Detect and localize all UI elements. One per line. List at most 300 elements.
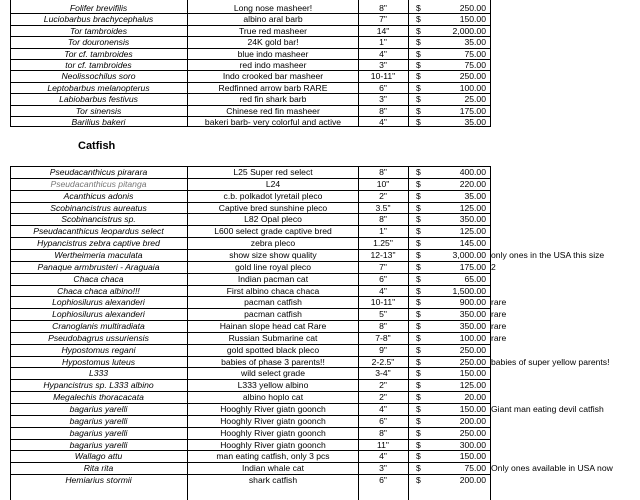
table-row	[0, 226, 640, 237]
grid-line	[10, 462, 490, 463]
price: 75.00	[464, 48, 486, 59]
note	[491, 475, 640, 486]
note	[491, 428, 640, 439]
table-row	[0, 380, 640, 391]
table-row	[0, 250, 640, 261]
currency-symbol: $	[416, 202, 421, 213]
currency-symbol: $	[416, 392, 421, 403]
table-row	[0, 262, 640, 273]
species-name: Tor douronensis	[67, 37, 130, 48]
note	[491, 226, 640, 237]
price: 250.00	[459, 427, 486, 438]
currency-symbol: $	[416, 439, 421, 450]
currency-symbol: $	[416, 25, 421, 36]
price: 75.00	[464, 60, 486, 70]
currency-symbol: $	[416, 178, 421, 189]
common-name: red indo masheer	[239, 60, 307, 70]
currency-symbol: $	[416, 475, 421, 486]
price: 125.00	[459, 202, 486, 213]
grid-line	[10, 427, 490, 428]
note	[491, 14, 640, 25]
table-row	[0, 3, 640, 14]
common-name: Captive bred sunshine pleco	[218, 202, 328, 213]
table-row	[0, 14, 640, 25]
grid-line	[10, 105, 490, 106]
common-name: man eating catfish, only 3 pcs	[216, 451, 330, 462]
note	[491, 416, 640, 427]
table-row	[0, 117, 640, 128]
grid-line	[10, 285, 490, 286]
price: 150.00	[459, 368, 486, 379]
table-row	[0, 463, 640, 474]
grid-line	[10, 237, 490, 238]
price: 200.00	[459, 415, 486, 426]
price: 400.00	[459, 167, 486, 177]
fish-size: 4"	[379, 285, 387, 296]
common-name: Hainan slope head cat Rare	[219, 321, 327, 332]
common-name: shark catfish	[248, 475, 298, 486]
species-name: bagarius yarelli	[69, 427, 128, 438]
grid-line	[10, 36, 490, 37]
table-row	[0, 357, 640, 368]
table-row	[0, 167, 640, 178]
note: rare	[491, 297, 507, 308]
fish-size: 8"	[379, 167, 387, 177]
grid-line	[10, 13, 490, 14]
grid-line	[10, 93, 490, 94]
grid-line	[10, 391, 490, 392]
table-row	[0, 26, 640, 37]
table-row	[0, 297, 640, 308]
species-name: bagarius yarelli	[69, 439, 128, 450]
common-name: Long nose masheer!	[233, 3, 313, 13]
table-row	[0, 274, 640, 285]
price: 150.00	[459, 14, 486, 25]
species-name: Scobinancistrus aureatus	[50, 202, 147, 213]
price: 220.00	[459, 178, 486, 189]
common-name: L24	[265, 178, 281, 189]
grid-line	[10, 450, 490, 451]
fish-size: 14"	[376, 25, 390, 36]
currency-symbol: $	[416, 190, 421, 201]
table-row	[0, 404, 640, 415]
price: 35.00	[464, 190, 486, 201]
grid-line	[10, 225, 490, 226]
currency-symbol: $	[416, 14, 421, 25]
currency-symbol: $	[416, 321, 421, 332]
species-name: Cranoglanis multiradiata	[52, 321, 145, 332]
grid-line	[10, 178, 490, 179]
species-name: L333	[88, 368, 109, 379]
fish-size: 8"	[379, 427, 387, 438]
fish-size: 1.25"	[373, 238, 393, 249]
price: 350.00	[459, 321, 486, 332]
grid-line	[10, 48, 490, 49]
price: 65.00	[464, 273, 486, 284]
common-name: gold spotted black pleco	[226, 344, 320, 355]
table-row	[0, 49, 640, 60]
common-name: wild select grade	[240, 368, 305, 379]
price: 250.00	[459, 344, 486, 355]
common-name: L333 yellow albino	[237, 380, 309, 391]
note	[491, 49, 640, 60]
fish-size: 4"	[379, 48, 387, 59]
table-row	[0, 428, 640, 439]
section-title-catfish: Catfish	[78, 140, 116, 152]
currency-symbol: $	[416, 71, 421, 82]
note	[491, 214, 640, 225]
grid-line	[10, 249, 490, 250]
note	[491, 179, 640, 190]
fish-size: 8"	[379, 321, 387, 332]
common-name: gold line royal pleco	[235, 261, 311, 272]
common-name: Russian Submarine cat	[228, 332, 318, 343]
common-name: First albino chaca chaca	[226, 285, 320, 296]
table-row	[0, 309, 640, 320]
common-name: Hooghly River giatn goonch	[220, 439, 326, 450]
fish-size: 3"	[379, 60, 387, 70]
fish-size: 2"	[379, 190, 387, 201]
species-name: bagarius yarelli	[69, 404, 128, 414]
note	[491, 83, 640, 94]
species-name: Hypancistrus zebra captive bred	[37, 238, 160, 249]
species-name: Rita rita	[83, 463, 114, 474]
species-name: Hypostomus regani	[61, 344, 136, 355]
common-name: L600 select grade captive bred	[214, 226, 332, 237]
grid-line	[10, 190, 490, 191]
species-name: Lophiosilurus alexanderi	[52, 297, 145, 308]
species-name: Chaca chaca albino!!!	[57, 285, 140, 296]
fish-size: 1"	[379, 226, 387, 237]
grid-line	[10, 70, 490, 71]
grid-line	[10, 202, 490, 203]
species-name: Folifer brevifilis	[69, 3, 128, 13]
note	[491, 274, 640, 285]
note	[491, 117, 640, 128]
common-name: Chinese red fin masheer	[226, 105, 320, 116]
grid-line	[10, 379, 490, 380]
note: rare	[491, 332, 507, 343]
common-name: L82 Opal pleco	[244, 214, 302, 225]
species-name: Megalechis thoracacata	[53, 392, 144, 403]
grid-line	[10, 116, 490, 117]
currency-symbol: $	[416, 380, 421, 391]
common-name: pacman catfish	[244, 297, 302, 308]
species-name: Barilius bakeri	[71, 117, 126, 127]
price: 75.00	[464, 463, 486, 474]
price: 125.00	[459, 380, 486, 391]
grid-line	[10, 403, 490, 404]
fish-size: 4"	[379, 117, 387, 127]
species-name: Acanthicus adonis	[63, 190, 134, 201]
grid-line	[10, 25, 490, 26]
grid-line	[10, 415, 490, 416]
table-row	[0, 71, 640, 82]
currency-symbol: $	[416, 285, 421, 296]
note	[491, 345, 640, 356]
note: only ones in the USA this size	[491, 249, 605, 260]
note: Giant man eating devil catfish	[491, 404, 604, 414]
price: 250.00	[459, 3, 486, 13]
grid-line	[10, 356, 490, 357]
price: 3,000.00	[452, 249, 486, 260]
currency-symbol: $	[416, 94, 421, 105]
price: 35.00	[464, 117, 486, 127]
species-name: Hypancistrus sp. L333 albino	[43, 380, 154, 391]
species-name: tor cf. tambroides	[65, 60, 132, 70]
common-name: Hooghly River giatn goonch	[220, 415, 326, 426]
note	[491, 3, 640, 14]
fish-size: 10-11"	[370, 297, 396, 308]
currency-symbol: $	[416, 214, 421, 225]
common-name: 24K gold bar!	[247, 37, 299, 48]
grid-line	[10, 344, 490, 345]
currency-symbol: $	[416, 273, 421, 284]
common-name: albino aral barb	[243, 14, 303, 25]
fish-size: 5"	[379, 309, 387, 320]
price: 100.00	[459, 332, 486, 343]
common-name: zebra pleco	[250, 238, 296, 249]
common-name: Redfinned arrow barb RARE	[218, 82, 328, 93]
grid-line	[10, 308, 490, 309]
species-name: Labiobarbus festivus	[59, 94, 138, 105]
price: 20.00	[464, 392, 486, 403]
currency-symbol: $	[416, 238, 421, 249]
note	[491, 106, 640, 117]
price: 150.00	[459, 451, 486, 462]
price: 250.00	[459, 356, 486, 367]
grid-line	[10, 367, 490, 368]
table-row	[0, 94, 640, 105]
price: 150.00	[459, 404, 486, 414]
species-name: bagarius yarelli	[69, 415, 128, 426]
table-row	[0, 321, 640, 332]
table-row	[0, 345, 640, 356]
price: 1,500.00	[452, 285, 486, 296]
note	[491, 71, 640, 82]
table-row	[0, 106, 640, 117]
currency-symbol: $	[416, 117, 421, 127]
table-row	[0, 392, 640, 403]
grid-line	[10, 82, 490, 83]
fish-size: 6"	[379, 475, 387, 486]
currency-symbol: $	[416, 332, 421, 343]
price: 25.00	[464, 94, 486, 105]
price: 350.00	[459, 309, 486, 320]
price: 200.00	[459, 475, 486, 486]
note	[491, 37, 640, 48]
note: rare	[491, 321, 507, 332]
price: 250.00	[459, 71, 486, 82]
common-name: c.b. polkadot lyretail pleco	[223, 190, 323, 201]
note	[491, 26, 640, 37]
currency-symbol: $	[416, 261, 421, 272]
table-row	[0, 203, 640, 214]
note	[491, 60, 640, 71]
note	[491, 191, 640, 202]
currency-symbol: $	[416, 463, 421, 474]
species-name: Lophiosilurus alexanderi	[52, 309, 145, 320]
grid-line	[10, 320, 490, 321]
note	[491, 203, 640, 214]
grid-line	[10, 213, 490, 214]
species-name: Hemiarius stormii	[65, 475, 132, 486]
common-name: babies of phase 3 parents!!	[221, 356, 325, 367]
fish-size: 4"	[379, 451, 387, 462]
common-name: albino hoplo cat	[242, 392, 304, 403]
currency-symbol: $	[416, 404, 421, 414]
currency-symbol: $	[416, 356, 421, 367]
currency-symbol: $	[416, 249, 421, 260]
species-name: Panaque armbrusteri - Araguaia	[37, 261, 160, 272]
note	[491, 368, 640, 379]
table-row	[0, 368, 640, 379]
table-row	[0, 286, 640, 297]
currency-symbol: $	[416, 60, 421, 70]
fish-size: 8"	[379, 214, 387, 225]
grid-line	[10, 273, 490, 274]
fish-size: 6"	[379, 415, 387, 426]
common-name: pacman catfish	[244, 309, 302, 320]
common-name: red fin shark barb	[239, 94, 307, 105]
note	[491, 440, 640, 451]
note: babies of super yellow parents!	[491, 356, 610, 367]
species-name: Leptobarbus melanopterus	[47, 82, 150, 93]
grid-line	[10, 261, 490, 262]
fish-size: 3.5"	[375, 202, 391, 213]
currency-symbol: $	[416, 105, 421, 116]
note	[491, 286, 640, 297]
fish-size: 3"	[379, 463, 387, 474]
note	[491, 94, 640, 105]
species-name: Tor cf. tambroides	[64, 48, 133, 59]
table-row	[0, 451, 640, 462]
table-row	[0, 475, 640, 486]
grid-line	[10, 296, 490, 297]
species-name: Scobinancistrus sp.	[61, 214, 136, 225]
common-name: Indian whale cat	[241, 463, 305, 474]
note	[491, 238, 640, 249]
currency-symbol: $	[416, 226, 421, 237]
table-row	[0, 214, 640, 225]
species-name: Chaca chaca	[73, 273, 124, 284]
price: 2,000.00	[452, 25, 486, 36]
price: 100.00	[459, 82, 486, 93]
species-name: Luciobarbus brachycephalus	[43, 14, 154, 25]
grid-line	[10, 332, 490, 333]
table-row	[0, 179, 640, 190]
price: 350.00	[459, 214, 486, 225]
currency-symbol: $	[416, 82, 421, 93]
fish-size: 2-2.5"	[371, 356, 395, 367]
species-name: Pseudobagrus ussuriensis	[48, 332, 149, 343]
fish-size: 4"	[379, 404, 387, 414]
common-name: Hooghly River giatn goonch	[220, 427, 326, 438]
common-name: Indo crooked bar masheer	[222, 71, 324, 82]
fish-size: 11"	[377, 439, 389, 450]
currency-symbol: $	[416, 451, 421, 462]
common-name: show size show quality	[229, 249, 317, 260]
fish-size: 10-11"	[370, 71, 396, 82]
fish-size: 3-4"	[375, 368, 391, 379]
common-name: blue indo masheer	[237, 48, 309, 59]
price: 145.00	[459, 238, 486, 249]
note	[491, 451, 640, 462]
grid-line	[10, 474, 490, 475]
species-name: Pseudacanthicus pitanga	[50, 178, 147, 189]
grid-line	[10, 439, 490, 440]
species-name: Pseudacanthicus pirarara	[49, 167, 148, 177]
table-row	[0, 416, 640, 427]
fish-size: 10"	[376, 178, 390, 189]
species-name: Tor tambroides	[69, 25, 127, 36]
note: Only ones available in USA now	[491, 463, 613, 474]
fish-size: 2"	[379, 392, 387, 403]
fish-size: 7-8"	[375, 332, 391, 343]
note	[491, 380, 640, 391]
table-row	[0, 60, 640, 71]
species-name: Pseudacanthicus leopardus select	[33, 226, 164, 237]
price: 175.00	[459, 261, 486, 272]
price: 300.00	[459, 439, 486, 450]
fish-size: 9"	[379, 344, 387, 355]
species-name: Wertheimeria maculata	[54, 249, 143, 260]
fish-size: 8"	[379, 105, 387, 116]
currency-symbol: $	[416, 427, 421, 438]
fish-size: 2"	[379, 380, 387, 391]
currency-symbol: $	[416, 3, 421, 13]
price: 125.00	[459, 226, 486, 237]
fish-size: 6"	[379, 82, 387, 93]
table-row	[0, 440, 640, 451]
species-name: Neolissochilus soro	[61, 71, 136, 82]
table-row	[0, 333, 640, 344]
common-name: Hooghly River giatn goonch	[220, 404, 326, 414]
common-name: bakeri barb- very colorful and active	[204, 117, 342, 127]
currency-symbol: $	[416, 415, 421, 426]
fish-size: 1"	[379, 37, 387, 48]
note	[491, 392, 640, 403]
table-row	[0, 238, 640, 249]
currency-symbol: $	[416, 37, 421, 48]
table-row	[0, 191, 640, 202]
note: rare	[491, 309, 507, 320]
price: 175.00	[459, 105, 486, 116]
fish-size: 3"	[379, 94, 387, 105]
currency-symbol: $	[416, 297, 421, 308]
currency-symbol: $	[416, 309, 421, 320]
currency-symbol: $	[416, 167, 421, 177]
fish-size: 7"	[379, 14, 387, 25]
common-name: L25 Super red select	[233, 167, 313, 177]
fish-size: 6"	[379, 273, 387, 284]
currency-symbol: $	[416, 344, 421, 355]
grid-line	[10, 59, 490, 60]
common-name: Indian pacman cat	[237, 273, 309, 284]
price: 900.00	[459, 297, 486, 308]
species-name: Wallago attu	[74, 451, 123, 462]
fish-size: 8"	[379, 3, 387, 13]
common-name: True red masheer	[239, 25, 307, 36]
species-name: Hypostomus luteus	[61, 356, 136, 367]
price: 35.00	[464, 37, 486, 48]
note: 2	[491, 261, 496, 272]
table-row	[0, 37, 640, 48]
species-name: Tor sinensis	[75, 105, 122, 116]
fish-size: 7"	[379, 261, 387, 272]
currency-symbol: $	[416, 48, 421, 59]
table-row	[0, 83, 640, 94]
